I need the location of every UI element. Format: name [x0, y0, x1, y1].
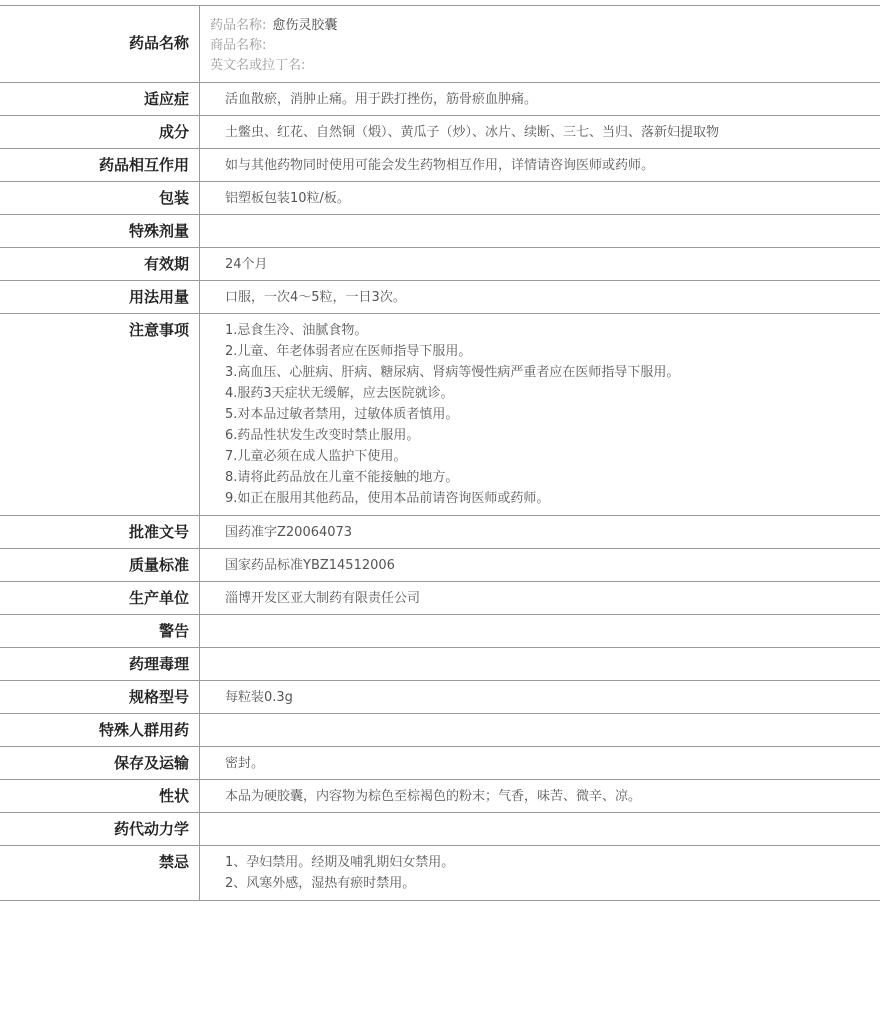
row-shelf-life — [0, 248, 880, 281]
row-value: 国家药品标准YBZ14512006 — [225, 558, 395, 573]
row-label: 质量标准 — [0, 549, 200, 581]
precaution-item: 7.儿童必须在成人监护下使用。 — [225, 449, 407, 464]
row-approval-number — [0, 516, 880, 549]
row-contraindications — [0, 846, 880, 901]
row-value — [200, 714, 880, 746]
row-label: 规格型号 — [0, 681, 200, 713]
contraindication-item: 1、孕妇禁用。经期及哺乳期妇女禁用。 — [225, 855, 455, 870]
row-storage — [0, 747, 880, 780]
trade-name-line — [210, 36, 880, 56]
precaution-item: 1.忌食生冷、油腻食物。 — [225, 323, 368, 338]
row-specification — [0, 681, 880, 714]
row-label: 药品相互作用 — [0, 149, 200, 181]
row-value: 活血散瘀，消肿止痛。用于跌打挫伤，筋骨瘀血肿痛。 — [225, 92, 538, 107]
latin-name-key: 英文名或拉丁名: — [210, 58, 306, 73]
precaution-item: 5.对本品过敏者禁用，过敏体质者慎用。 — [225, 407, 459, 422]
row-label: 用法用量 — [0, 281, 200, 313]
contraindications-list — [200, 846, 880, 900]
latin-name-line — [210, 56, 880, 76]
row-value — [200, 615, 880, 647]
row-label: 禁忌 — [0, 846, 200, 900]
row-value: 土鳖虫、红花、自然铜（煅）、黄瓜子（炒）、冰片、续断、三七、当归、落新妇提取物 — [225, 125, 720, 140]
row-label: 生产单位 — [0, 582, 200, 614]
row-label: 批准文号 — [0, 516, 200, 548]
row-value: 淄博开发区亚大制药有限责任公司 — [225, 591, 421, 606]
row-label: 警告 — [0, 615, 200, 647]
row-description — [0, 780, 880, 813]
generic-name-value: 愈伤灵胶囊 — [272, 18, 338, 33]
row-pharmacology — [0, 648, 880, 681]
row-value: 如与其他药物同时使用可能会发生药物相互作用，详情请咨询医师或药师。 — [225, 158, 655, 173]
precaution-item: 4.服药3天症状无缓解，应去医院就诊。 — [225, 386, 454, 401]
precaution-item: 9.如正在服用其他药品，使用本品前请咨询医师或药师。 — [225, 491, 550, 506]
row-pharmacokinetics — [0, 813, 880, 846]
trade-name-key: 商品名称: — [210, 38, 267, 53]
row-label: 药品名称 — [0, 6, 200, 82]
generic-name-key: 药品名称: — [210, 18, 267, 33]
contraindication-item: 2、风寒外感，湿热有瘀时禁用。 — [225, 876, 416, 891]
row-precautions — [0, 314, 880, 516]
row-interactions — [0, 149, 880, 182]
row-value — [200, 648, 880, 680]
row-special-populations — [0, 714, 880, 747]
row-drug-name — [0, 6, 880, 83]
row-label: 性状 — [0, 780, 200, 812]
row-quality-standard — [0, 549, 880, 582]
row-value: 24个月 — [225, 257, 268, 272]
row-value: 口服，一次4～5粒，一日3次。 — [225, 290, 406, 305]
row-value — [200, 215, 880, 247]
generic-name-line — [210, 16, 880, 36]
precautions-list — [200, 314, 880, 515]
precaution-item: 3.高血压、心脏病、肝病、糖尿病、肾病等慢性病严重者应在医师指导下服用。 — [225, 365, 680, 380]
row-special-dosage — [0, 215, 880, 248]
row-warning — [0, 615, 880, 648]
precaution-item: 8.请将此药品放在儿童不能接触的地方。 — [225, 470, 459, 485]
precaution-item: 6.药品性状发生改变时禁止服用。 — [225, 428, 420, 443]
row-packaging — [0, 182, 880, 215]
row-label: 成分 — [0, 116, 200, 148]
row-dosage — [0, 281, 880, 314]
row-value: 每粒装0.3g — [225, 690, 293, 705]
row-value: 本品为硬胶囊，内容物为棕色至棕褐色的粉末；气香，味苦、微辛、凉。 — [225, 789, 642, 804]
row-value: 密封。 — [225, 756, 265, 771]
row-label: 特殊剂量 — [0, 215, 200, 247]
row-label: 药理毒理 — [0, 648, 200, 680]
drug-spec-table — [0, 5, 880, 901]
row-manufacturer — [0, 582, 880, 615]
row-label: 药代动力学 — [0, 813, 200, 845]
row-value: 国药准字Z20064073 — [225, 525, 353, 540]
row-ingredients — [0, 116, 880, 149]
row-label: 适应症 — [0, 83, 200, 115]
row-value: 铝塑板包装10粒/板。 — [225, 191, 350, 206]
row-label: 包装 — [0, 182, 200, 214]
row-label: 有效期 — [0, 248, 200, 280]
precaution-item: 2.儿童、年老体弱者应在医师指导下服用。 — [225, 344, 472, 359]
row-value — [200, 813, 880, 845]
row-label: 注意事项 — [0, 314, 200, 515]
row-indications — [0, 83, 880, 116]
row-label: 特殊人群用药 — [0, 714, 200, 746]
drug-name-block — [200, 6, 880, 82]
row-label: 保存及运输 — [0, 747, 200, 779]
